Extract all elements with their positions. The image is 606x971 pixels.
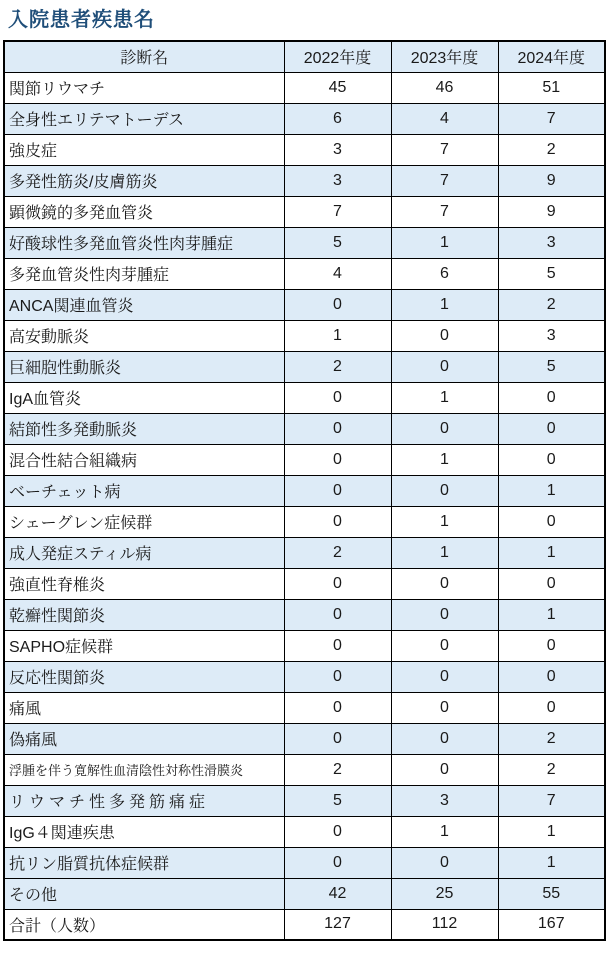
count-cell: 0 xyxy=(391,847,498,878)
count-cell: 1 xyxy=(498,537,605,568)
diagnosis-name-cell: 顕微鏡的多発血管炎 xyxy=(4,196,284,227)
count-cell: 55 xyxy=(498,878,605,909)
count-cell: 5 xyxy=(284,227,391,258)
column-header-diagnosis: 診断名 xyxy=(4,41,284,72)
table-row xyxy=(4,568,605,599)
count-cell: 2 xyxy=(498,754,605,785)
count-cell: 2 xyxy=(498,134,605,165)
diagnosis-name-cell: 合計（人数） xyxy=(4,909,284,940)
table-row xyxy=(4,134,605,165)
count-cell: 0 xyxy=(284,599,391,630)
diagnosis-name-cell: 高安動脈炎 xyxy=(4,320,284,351)
count-cell: 1 xyxy=(391,289,498,320)
count-cell: 1 xyxy=(284,320,391,351)
count-cell: 0 xyxy=(498,661,605,692)
diagnosis-name-cell: 成人発症スティル病 xyxy=(4,537,284,568)
count-cell: 7 xyxy=(498,103,605,134)
count-cell: 0 xyxy=(391,475,498,506)
column-header-2024: 2024年度 xyxy=(498,41,605,72)
diagnosis-name-cell: ベーチェット病 xyxy=(4,475,284,506)
count-cell: 0 xyxy=(284,692,391,723)
count-cell: 6 xyxy=(391,258,498,289)
diagnosis-name-cell: 結節性多発動脈炎 xyxy=(4,413,284,444)
count-cell: 1 xyxy=(498,599,605,630)
count-cell: 0 xyxy=(498,413,605,444)
count-cell: 1 xyxy=(498,475,605,506)
table-header xyxy=(4,41,605,72)
count-cell: 4 xyxy=(391,103,498,134)
count-cell: 0 xyxy=(498,692,605,723)
count-cell: 167 xyxy=(498,909,605,940)
table-row xyxy=(4,754,605,785)
count-cell: 9 xyxy=(498,165,605,196)
diagnosis-name-cell: SAPHO症候群 xyxy=(4,630,284,661)
count-cell: 7 xyxy=(284,196,391,227)
table-row xyxy=(4,351,605,382)
count-cell: 0 xyxy=(284,816,391,847)
count-cell: 0 xyxy=(284,382,391,413)
count-cell: 1 xyxy=(391,537,498,568)
count-cell: 5 xyxy=(284,785,391,816)
table-row xyxy=(4,599,605,630)
table-row xyxy=(4,258,605,289)
diagnosis-name-cell: 巨細胞性動脈炎 xyxy=(4,351,284,382)
count-cell: 7 xyxy=(391,134,498,165)
count-cell: 2 xyxy=(498,723,605,754)
table-row xyxy=(4,382,605,413)
count-cell: 0 xyxy=(498,506,605,537)
diagnosis-name-cell: 好酸球性多発血管炎性肉芽腫症 xyxy=(4,227,284,258)
table-row xyxy=(4,661,605,692)
table-row xyxy=(4,103,605,134)
count-cell: 0 xyxy=(391,754,498,785)
count-cell: 3 xyxy=(498,227,605,258)
table-row xyxy=(4,723,605,754)
table-row xyxy=(4,847,605,878)
count-cell: 7 xyxy=(498,785,605,816)
table-row xyxy=(4,537,605,568)
count-cell: 2 xyxy=(284,754,391,785)
count-cell: 0 xyxy=(391,723,498,754)
diagnosis-name-cell: 全身性エリテマトーデス xyxy=(4,103,284,134)
count-cell: 0 xyxy=(498,630,605,661)
count-cell: 3 xyxy=(284,134,391,165)
count-cell: 25 xyxy=(391,878,498,909)
count-cell: 0 xyxy=(498,382,605,413)
count-cell: 2 xyxy=(498,289,605,320)
count-cell: 4 xyxy=(284,258,391,289)
table-row xyxy=(4,196,605,227)
column-header-2023: 2023年度 xyxy=(391,41,498,72)
diagnosis-name-cell: 反応性関節炎 xyxy=(4,661,284,692)
table-row xyxy=(4,289,605,320)
diagnosis-name-cell: 関節リウマチ xyxy=(4,72,284,103)
table-row xyxy=(4,165,605,196)
table-row xyxy=(4,475,605,506)
count-cell: 3 xyxy=(284,165,391,196)
count-cell: 5 xyxy=(498,258,605,289)
header-row xyxy=(4,41,605,72)
count-cell: 1 xyxy=(391,227,498,258)
count-cell: 5 xyxy=(498,351,605,382)
diagnosis-name-cell: 混合性結合組織病 xyxy=(4,444,284,475)
count-cell: 0 xyxy=(391,413,498,444)
count-cell: 0 xyxy=(284,630,391,661)
count-cell: 0 xyxy=(284,475,391,506)
count-cell: 51 xyxy=(498,72,605,103)
count-cell: 0 xyxy=(498,568,605,599)
table-row xyxy=(4,320,605,351)
diagnosis-name-cell: 強皮症 xyxy=(4,134,284,165)
diagnosis-name-cell: IgG４関連疾患 xyxy=(4,816,284,847)
page xyxy=(0,8,606,971)
count-cell: 0 xyxy=(391,692,498,723)
table-row xyxy=(4,413,605,444)
table-row xyxy=(4,72,605,103)
column-header-2022: 2022年度 xyxy=(284,41,391,72)
table-row xyxy=(4,878,605,909)
count-cell: 1 xyxy=(498,816,605,847)
count-cell: 3 xyxy=(391,785,498,816)
count-cell: 7 xyxy=(391,196,498,227)
count-cell: 2 xyxy=(284,537,391,568)
count-cell: 1 xyxy=(391,506,498,537)
diagnosis-name-cell: IgA血管炎 xyxy=(4,382,284,413)
count-cell: 112 xyxy=(391,909,498,940)
count-cell: 0 xyxy=(391,630,498,661)
count-cell: 0 xyxy=(498,444,605,475)
count-cell: 0 xyxy=(284,847,391,878)
count-cell: 0 xyxy=(284,506,391,537)
count-cell: 0 xyxy=(284,289,391,320)
diagnosis-name-cell: 抗リン脂質抗体症候群 xyxy=(4,847,284,878)
count-cell: 0 xyxy=(391,351,498,382)
count-cell: 0 xyxy=(284,444,391,475)
table-row xyxy=(4,227,605,258)
count-cell: 2 xyxy=(284,351,391,382)
count-cell: 1 xyxy=(391,444,498,475)
count-cell: 3 xyxy=(498,320,605,351)
table-row xyxy=(4,692,605,723)
diagnosis-name-cell: シェーグレン症候群 xyxy=(4,506,284,537)
count-cell: 0 xyxy=(391,320,498,351)
count-cell: 46 xyxy=(391,72,498,103)
count-cell: 0 xyxy=(391,568,498,599)
page-title: 入院患者疾患名 xyxy=(8,9,155,31)
table-row xyxy=(4,506,605,537)
inpatient-disease-table xyxy=(3,40,606,941)
count-cell: 45 xyxy=(284,72,391,103)
diagnosis-name-cell: 痛風 xyxy=(4,692,284,723)
count-cell: 127 xyxy=(284,909,391,940)
diagnosis-name-cell: 乾癬性関節炎 xyxy=(4,599,284,630)
diagnosis-name-cell: リウマチ性多発筋痛症 xyxy=(4,785,284,816)
count-cell: 7 xyxy=(391,165,498,196)
count-cell: 0 xyxy=(391,599,498,630)
count-cell: 0 xyxy=(284,568,391,599)
table-row xyxy=(4,909,605,940)
diagnosis-name-cell: 偽痛風 xyxy=(4,723,284,754)
count-cell: 1 xyxy=(498,847,605,878)
diagnosis-name-cell: 浮腫を伴う寛解性血清陰性対称性滑膜炎 xyxy=(4,754,284,785)
table-row xyxy=(4,630,605,661)
diagnosis-name-cell: 多発性筋炎/皮膚筋炎 xyxy=(4,165,284,196)
diagnosis-name-cell: 強直性脊椎炎 xyxy=(4,568,284,599)
count-cell: 0 xyxy=(284,413,391,444)
table-body xyxy=(4,72,605,940)
count-cell: 6 xyxy=(284,103,391,134)
table-row xyxy=(4,444,605,475)
count-cell: 0 xyxy=(284,723,391,754)
diagnosis-name-cell: ANCA関連血管炎 xyxy=(4,289,284,320)
count-cell: 0 xyxy=(391,661,498,692)
table-row xyxy=(4,785,605,816)
count-cell: 9 xyxy=(498,196,605,227)
diagnosis-name-cell: その他 xyxy=(4,878,284,909)
count-cell: 1 xyxy=(391,382,498,413)
count-cell: 0 xyxy=(284,661,391,692)
diagnosis-name-cell: 多発血管炎性肉芽腫症 xyxy=(4,258,284,289)
table-row xyxy=(4,816,605,847)
count-cell: 1 xyxy=(391,816,498,847)
count-cell: 42 xyxy=(284,878,391,909)
